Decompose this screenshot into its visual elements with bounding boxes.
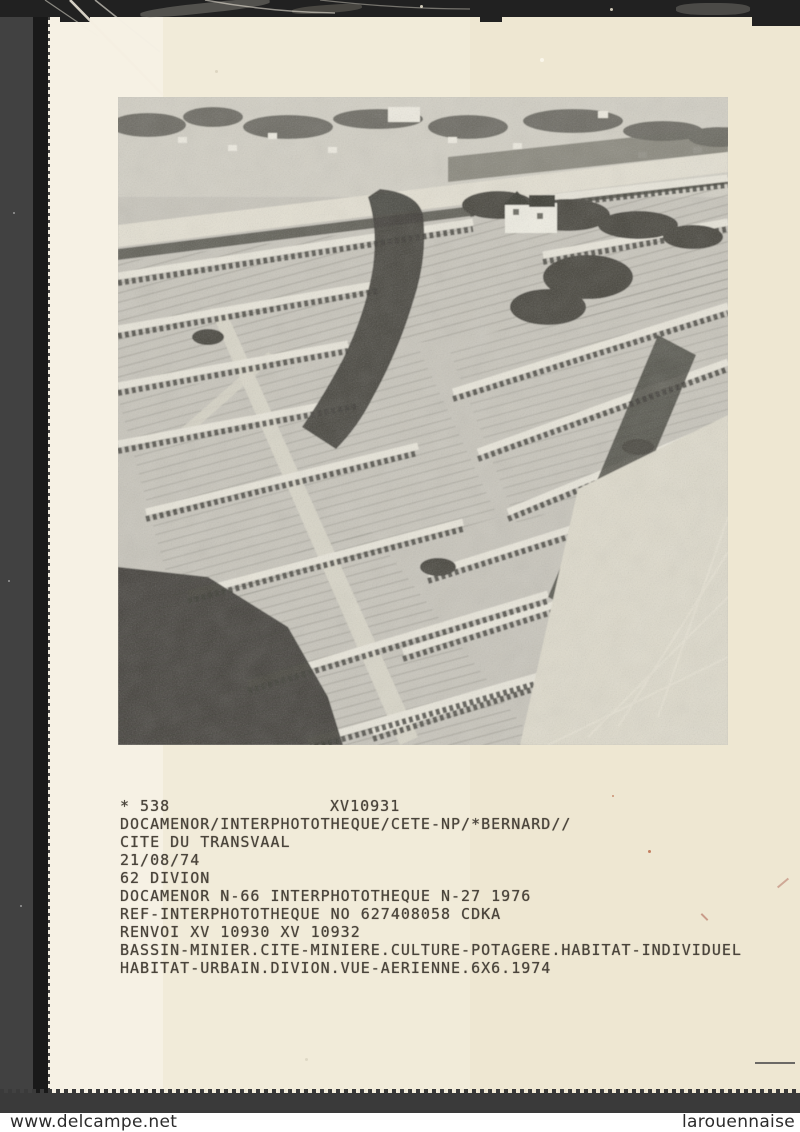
watermark-site: www.delcampe.net — [10, 1112, 178, 1132]
band-bump — [60, 17, 90, 22]
catalog-caption — [120, 797, 765, 977]
aerial-photo — [118, 97, 728, 745]
caption-line-keywords: HABITAT-URBAIN.DIVION.VUE-AERIENNE.6X6.1974 — [120, 959, 552, 977]
caption-line-renvoi: RENVOI XV 10930 XV 10932 — [120, 923, 361, 941]
caption-line-place: 62 DIVION — [120, 869, 211, 887]
caption-line-ids — [120, 797, 765, 815]
scan-bottom-band — [0, 1093, 800, 1113]
caption-line-ref: REF-INTERPHOTOTHEQUE NO 627408058 CDKA — [120, 905, 502, 923]
band-bump — [480, 17, 502, 22]
scan-top-band — [0, 0, 800, 17]
caption-line-date: 21/08/74 — [120, 851, 201, 869]
aerial-photo-image — [118, 97, 728, 745]
plate-number: XV10931 — [330, 797, 401, 815]
watermark-bar — [0, 1113, 800, 1132]
watermark-seller: larouennaise — [682, 1112, 795, 1132]
deckled-edge-bottom — [0, 1089, 800, 1094]
scanner-margin-left — [0, 0, 33, 1113]
band-bump — [752, 17, 800, 26]
deckled-edge-left — [46, 17, 50, 1093]
caption-line-keywords: BASSIN-MINIER.CITE-MINIERE.CULTURE-POTAGERE.HABITAT-INDIVIDUEL — [120, 941, 742, 959]
caption-line: DOCAMENOR N-66 INTERPHOTOTHEQUE N-27 1976 — [120, 887, 532, 905]
photo-ref-number: * 538 — [120, 797, 171, 815]
caption-line: DOCAMENOR/INTERPHOTOTHEQUE/CETE-NP/*BERNARD// — [120, 815, 572, 833]
caption-line-title: CITE DU TRANSVAAL — [120, 833, 291, 851]
